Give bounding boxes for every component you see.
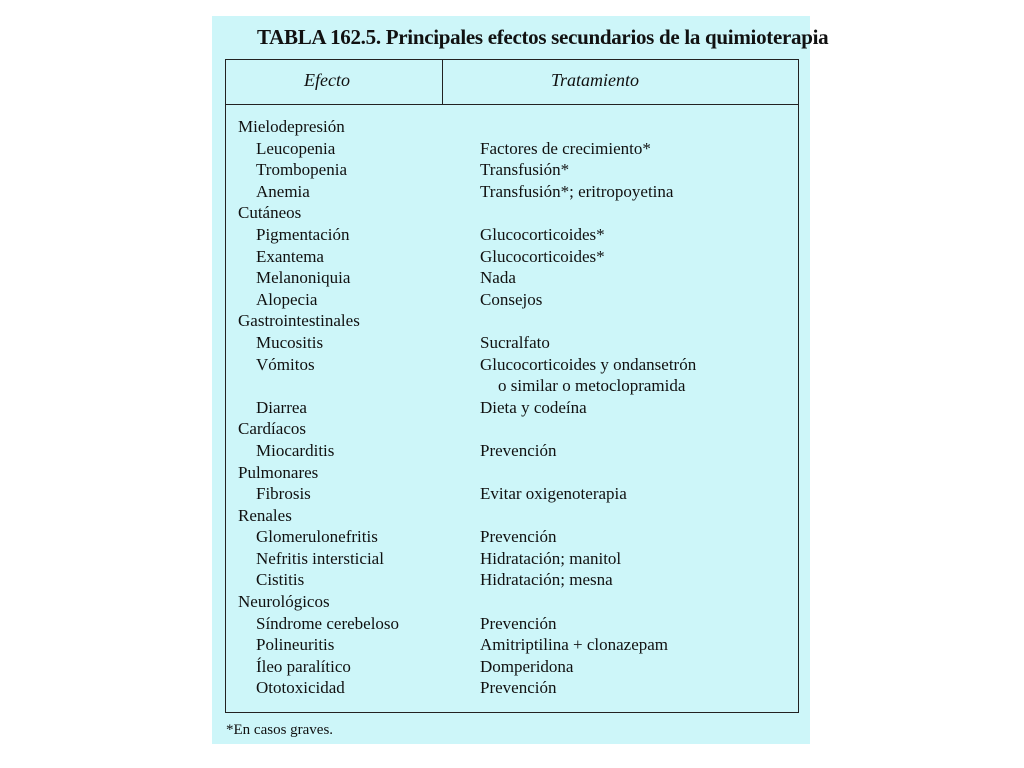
treatment-text: Domperidona xyxy=(480,656,574,676)
table-panel xyxy=(212,16,829,744)
treatment-text-continuation: o similar o metoclopramida xyxy=(498,376,686,396)
treatment-cell xyxy=(480,569,613,591)
effects-table xyxy=(225,59,799,713)
header-treatment: Tratamiento xyxy=(551,70,640,90)
header-divider xyxy=(442,60,443,104)
table-row xyxy=(226,181,798,203)
treatment-text: Glucocorticoides y ondansetrón xyxy=(480,354,697,374)
treatment-text: Hidratación; mesna xyxy=(480,570,613,590)
effect-cell: Nefritis intersticial xyxy=(256,548,384,568)
table-category-row xyxy=(226,462,798,484)
treatment-text: Prevención xyxy=(480,440,557,460)
table-row xyxy=(226,138,798,160)
category-label: Mielodepresión xyxy=(238,117,345,136)
table-category-row xyxy=(226,310,798,332)
treatment-text: Sucralfato xyxy=(480,332,550,352)
treatment-text: Evitar oxigenoterapia xyxy=(480,484,627,504)
treatment-text: Amitriptilina + clonazepam xyxy=(480,635,669,655)
treatment-cell xyxy=(480,159,569,181)
effect-cell: Pigmentación xyxy=(256,224,350,244)
treatment-text: Nada xyxy=(480,268,516,288)
table-row xyxy=(226,246,798,268)
treatment-text: Consejos xyxy=(480,289,543,309)
category-label: Renales xyxy=(238,505,292,525)
table-category-row xyxy=(226,418,798,440)
effect-cell: Exantema xyxy=(256,246,324,266)
table-footnote: *En casos graves. xyxy=(226,722,334,738)
effect-cell: Cistitis xyxy=(256,570,305,590)
treatment-cell xyxy=(480,332,550,354)
table-category-row xyxy=(226,116,798,138)
treatment-text: Dieta y codeína xyxy=(480,397,587,417)
effect-cell: Anemia xyxy=(256,181,310,201)
treatment-cell xyxy=(480,224,605,246)
table-row xyxy=(226,656,798,678)
treatment-text: Glucocorticoides* xyxy=(480,224,605,244)
treatment-cell xyxy=(480,138,651,160)
effect-cell: Mucositis xyxy=(256,332,324,352)
table-title: TABLA 162.5. Principales efectos secundarios de la quimioterapia xyxy=(257,25,829,49)
treatment-cell xyxy=(480,677,556,699)
table-row xyxy=(226,397,798,419)
table-row xyxy=(226,483,798,505)
treatment-cell xyxy=(480,613,556,635)
treatment-cell xyxy=(480,483,627,505)
table-category-row xyxy=(226,505,798,527)
treatment-cell xyxy=(480,440,556,462)
table-row xyxy=(226,332,798,354)
treatment-cell xyxy=(480,656,573,678)
header-effect: Efecto xyxy=(304,70,350,90)
category-label: Gastrointestinales xyxy=(238,311,360,331)
treatment-text: Prevención xyxy=(480,613,557,633)
effect-cell: Glomerulonefritis xyxy=(256,527,378,547)
category-label: Pulmonares xyxy=(238,462,319,482)
table-row xyxy=(226,526,798,548)
table-row xyxy=(226,613,798,635)
table-row xyxy=(226,677,798,699)
category-label: Neurológicos xyxy=(238,592,330,612)
effect-cell: Diarrea xyxy=(256,397,307,417)
treatment-text: Factores de crecimiento* xyxy=(480,138,651,158)
treatment-cell xyxy=(480,526,556,548)
effect-cell: Melanoniquia xyxy=(256,268,351,288)
effect-cell: Ototoxicidad xyxy=(256,678,345,698)
effect-cell: Leucopenia xyxy=(256,138,336,158)
treatment-cell xyxy=(480,267,516,289)
effect-cell: Polineuritis xyxy=(256,635,335,655)
category-label: Cutáneos xyxy=(238,203,302,223)
effect-cell: Síndrome cerebeloso xyxy=(256,613,400,633)
treatment-cell xyxy=(480,289,542,311)
effect-cell: Vómitos xyxy=(256,354,315,374)
table-body xyxy=(226,116,798,699)
table-row xyxy=(226,548,798,570)
treatment-cell xyxy=(480,548,621,570)
effect-cell: Trombopenia xyxy=(256,160,347,180)
table-row xyxy=(226,267,798,289)
effect-cell: Miocarditis xyxy=(256,440,335,460)
treatment-cell xyxy=(480,354,696,397)
effect-cell: Fibrosis xyxy=(256,484,311,504)
table-row xyxy=(226,440,798,462)
treatment-text: Transfusión* xyxy=(480,160,570,180)
table-header-row xyxy=(226,60,798,105)
table-row xyxy=(226,224,798,246)
table-category-row xyxy=(226,591,798,613)
treatment-cell xyxy=(480,181,673,203)
treatment-text: Prevención xyxy=(480,678,557,698)
effect-cell: Íleo paralítico xyxy=(256,656,351,676)
table-row xyxy=(226,354,798,397)
table-row xyxy=(226,289,798,311)
category-label: Cardíacos xyxy=(238,419,306,439)
table-row xyxy=(226,634,798,656)
table-category-row xyxy=(226,202,798,224)
treatment-cell xyxy=(480,634,668,656)
treatment-text: Hidratación; manitol xyxy=(480,548,622,568)
table-row xyxy=(226,159,798,181)
treatment-cell xyxy=(480,246,605,268)
effect-cell: Alopecia xyxy=(256,289,318,309)
treatment-text: Transfusión*; eritropoyetina xyxy=(480,181,674,201)
treatment-text: Prevención xyxy=(480,527,557,547)
table-row xyxy=(226,569,798,591)
treatment-cell xyxy=(480,397,587,419)
treatment-text: Glucocorticoides* xyxy=(480,246,605,266)
